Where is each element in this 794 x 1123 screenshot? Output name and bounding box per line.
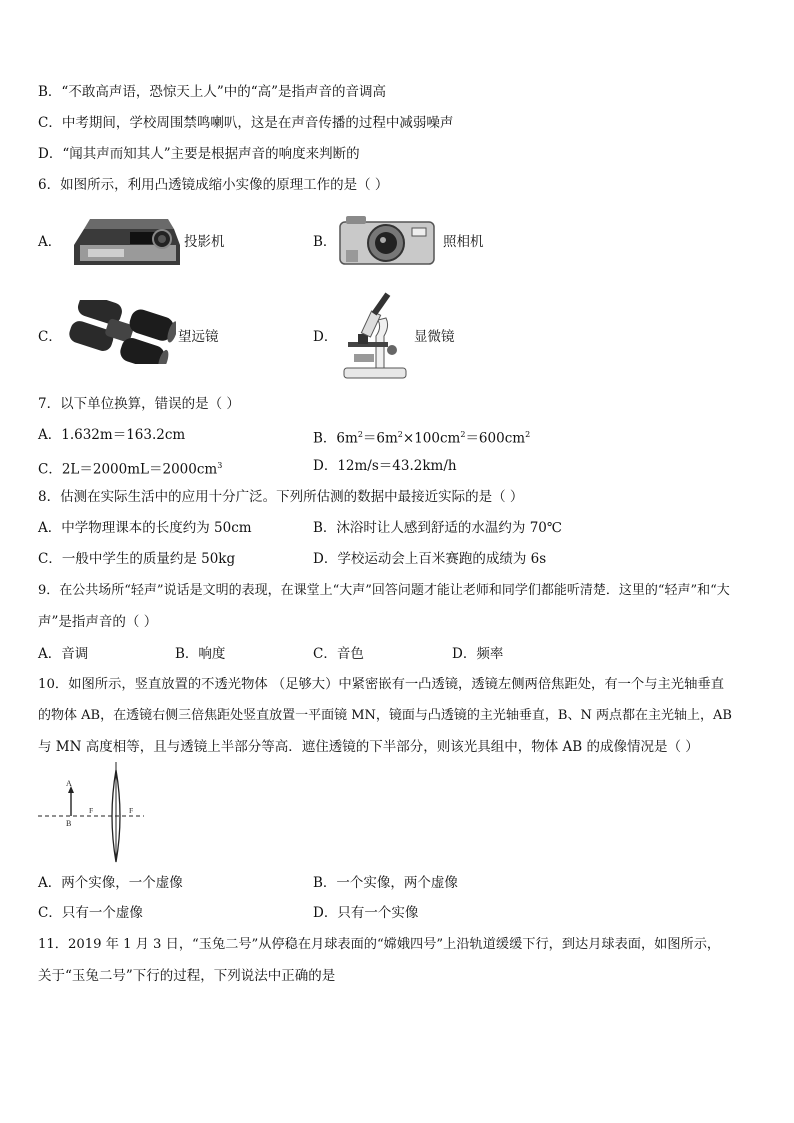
label-b: B [66, 819, 72, 828]
q8-option-c: C．一般中学生的质量约是 50kg [38, 551, 236, 567]
q6-option-a-letter: A． [38, 234, 62, 250]
q7-option-a: A．1.632m＝163.2cm [38, 427, 186, 443]
q10-stem-line1: 10．如图所示，竖直放置的不透光物体 （足够大）中紧密嵌有一凸透镜，透镜左侧两倍焦距处，有一个与主光轴垂直 [38, 677, 724, 692]
q8-option-d: D．学校运动会上百米赛跑的成绩为 6s [313, 551, 547, 567]
q6-option-c-name: 望远镜 [178, 329, 219, 345]
label-a: A [66, 779, 72, 788]
q10-option-c: C．只有一个虚像 [38, 905, 143, 921]
q5-option-d: D．“闻其声而知其人”主要是根据声音的响度来判断的 [38, 146, 360, 162]
q9-option-d: D．频率 [452, 646, 504, 662]
projector-image [70, 215, 182, 277]
q7-option-b: B．$6m^2=6m^2\times 100cm^2=600cm^2$ [313, 430, 531, 447]
q7-stem: 7．以下单位换算，错误的是（ ） [38, 396, 240, 412]
q9-option-c: C．音色 [313, 646, 364, 662]
q5-option-b: B．“不敢高声语，恐惊天上人”中的“高”是指声音的音调高 [38, 84, 387, 100]
q6-option-d-name: 显微镜 [414, 329, 455, 345]
label-f-right: F [129, 806, 134, 815]
q11-stem-line1: 11．2019 年 1 月 3 日，“玉兔二号”从停稳在月球表面的“嫦娥四号”上沿轨道缓缓下行，到达月球表面，如图所示， [38, 937, 721, 952]
q10-option-b: B．一个实像，两个虚像 [313, 875, 458, 891]
q10-option-a: A．两个实像，一个虚像 [38, 875, 183, 891]
q10-stem-line3: 与 MN 高度相等，且与透镜上半部分等高．遮住透镜的下半部分，则该光具组中，物体 AB 的成像情况是（ ） [38, 739, 699, 755]
binoculars-image [66, 300, 176, 368]
lens-diagram [38, 762, 144, 868]
q6-option-a-name: 投影机 [184, 234, 225, 250]
q6-stem: 6．如图所示，利用凸透镜成缩小实像的原理工作的是（ ） [38, 177, 389, 193]
q8-stem: 8．估测在实际生活中的应用十分广泛。下列所估测的数据中最接近实际的是（ ） [38, 489, 524, 505]
q9-stem-line1: 9．在公共场所“轻声”说话是文明的表现，在课堂上“大声”回答问题才能让老师和同学们都能听清楚．这里的“轻声”和“大 [38, 583, 730, 598]
q10-option-d: D．只有一个实像 [313, 905, 419, 921]
q6-option-b-letter: B． [313, 234, 337, 250]
q8-option-a: A．中学物理课本的长度约为 50cm [38, 520, 252, 536]
q9-option-a: A．音调 [38, 646, 89, 662]
q6-option-d-letter: D． [313, 329, 338, 345]
q8-option-b: B．沐浴时让人感到舒适的水温约为 70℃ [313, 520, 562, 536]
camera-image [338, 214, 436, 270]
q11-stem-line2: 关于“玉兔二号”下行的过程，下列说法中正确的是 [38, 968, 336, 984]
q9-option-b: B．响度 [175, 646, 226, 662]
q9-stem-line2: 声”是指声音的（ ） [38, 614, 158, 630]
q7-option-d: D．12m/s＝43.2km/h [313, 458, 457, 474]
q10-stem-line2: 的物体 AB，在透镜右侧三倍焦距处竖直放置一平面镜 MN，镜面与凸透镜的主光轴垂直，B、N 两点都在主光轴上，AB [38, 708, 732, 723]
q6-option-b-name: 照相机 [443, 234, 484, 250]
microscope-image [340, 290, 410, 386]
q6-option-c-letter: C． [38, 329, 62, 345]
label-f-left: F [89, 806, 94, 815]
q5-option-c: C．中考期间，学校周围禁鸣喇叭，这是在声音传播的过程中减弱噪声 [38, 115, 454, 131]
q7-option-c: C．$2L=2000mL=2000cm^3$ [38, 461, 223, 478]
